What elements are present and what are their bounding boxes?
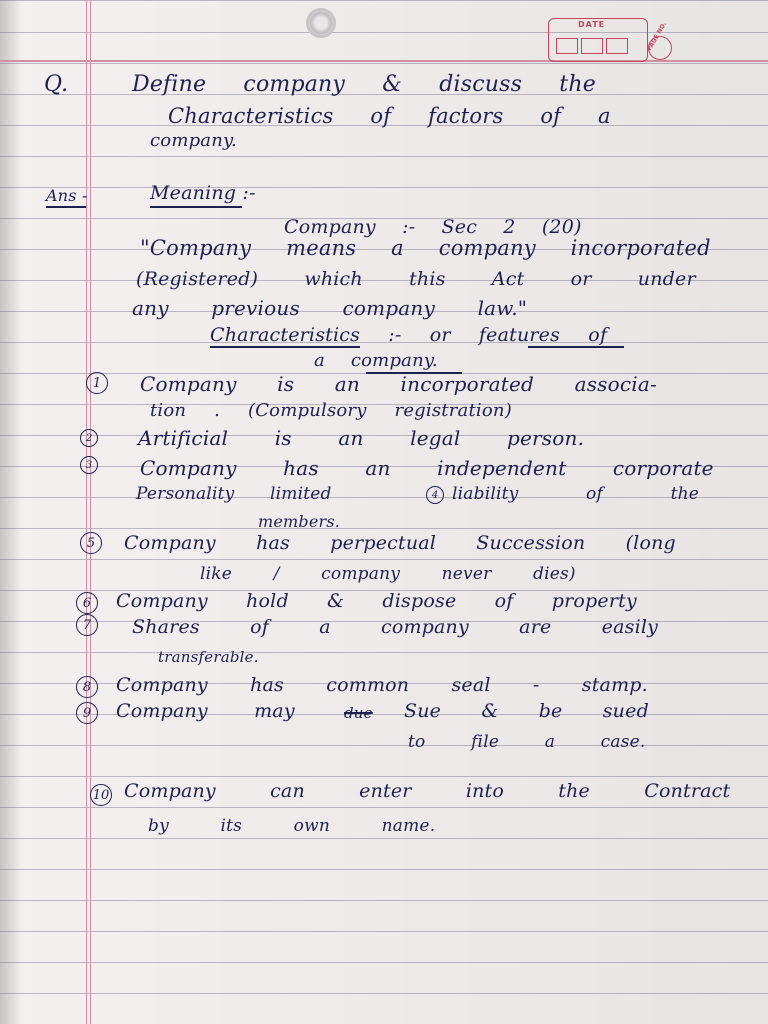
point-10-line-1: Company can enter into the Contract bbox=[124, 780, 731, 802]
meaning-heading: Meaning :- bbox=[150, 182, 256, 204]
point-number-3: 3 bbox=[80, 456, 98, 474]
meaning-underline bbox=[150, 206, 242, 208]
point-number-10: 10 bbox=[90, 784, 112, 806]
features-underline bbox=[528, 346, 624, 348]
page-no-label: PAGE NO. bbox=[645, 20, 668, 53]
characteristics-underline bbox=[210, 346, 360, 348]
point-number-2: 2 bbox=[80, 429, 98, 447]
characteristics-heading-2: a company. bbox=[314, 350, 438, 371]
point-1-line-1: Company is an incorporated associa- bbox=[140, 372, 657, 396]
point-7-line-2: transferable. bbox=[158, 648, 259, 666]
point-3-line-3: liability of the bbox=[452, 484, 700, 504]
question-line-2: Characteristics of factors of a bbox=[168, 104, 611, 128]
point-1-line-2: tion . (Compulsory registration) bbox=[150, 400, 512, 421]
date-boxes bbox=[556, 38, 628, 54]
answer-label: Ans - bbox=[46, 186, 88, 205]
point-9-line-1: Company may bbox=[116, 700, 295, 722]
question-line-1: Define company & discuss the bbox=[132, 72, 596, 97]
question-line-3: company. bbox=[150, 130, 237, 151]
point-2-line-1: Artificial is an legal person. bbox=[138, 426, 585, 450]
page-number-circle bbox=[648, 36, 672, 60]
point-number-9: 9 bbox=[76, 702, 98, 724]
point-3-line-1: Company has an independent corporate bbox=[140, 456, 714, 480]
point-6-line-1: Company hold & dispose of property bbox=[116, 590, 637, 612]
definition-line-3: any previous company law." bbox=[132, 296, 528, 320]
point-number-7: 7 bbox=[76, 614, 98, 636]
point-10-line-2: by its own name. bbox=[148, 816, 436, 836]
binder-ring-icon bbox=[306, 8, 336, 38]
margin-line bbox=[86, 0, 87, 1024]
section-reference: Company :- Sec 2 (20) bbox=[284, 216, 582, 238]
point-3-line-4: members. bbox=[258, 512, 341, 531]
point-8-line-1: Company has common seal - stamp. bbox=[116, 674, 648, 696]
characteristics-heading: Characteristics :- or features of bbox=[210, 324, 608, 346]
date-label: DATE bbox=[578, 20, 606, 29]
question-marker: Q. bbox=[44, 72, 69, 97]
point-number-6: 6 bbox=[76, 592, 98, 614]
point-9-line-2: Sue & be sued bbox=[404, 700, 649, 722]
point-5-line-1: Company has perpectual Succession (long bbox=[124, 532, 676, 554]
page-edge-shadow bbox=[0, 0, 22, 1024]
point-3-line-2: Personality limited bbox=[136, 484, 332, 504]
definition-line-2: (Registered) which this Act or under bbox=[136, 268, 696, 290]
definition-line-1: "Company means a company incorporated bbox=[140, 236, 711, 260]
answer-underline bbox=[46, 206, 86, 208]
point-9-struck-word: due bbox=[344, 704, 373, 722]
point-number-8: 8 bbox=[76, 676, 98, 698]
point-number-1: 1 bbox=[86, 372, 108, 394]
date-box bbox=[606, 38, 628, 54]
point-5-line-2: like / company never dies) bbox=[200, 564, 576, 584]
margin-line-inner bbox=[90, 0, 91, 1024]
point-9-line-3: to file a case. bbox=[408, 732, 646, 752]
point-number-5: 5 bbox=[80, 532, 102, 554]
date-box bbox=[556, 38, 578, 54]
date-stamp bbox=[548, 18, 674, 66]
date-box bbox=[581, 38, 603, 54]
point-7-line-1: Shares of a company are easily bbox=[132, 616, 659, 638]
point-number-4: 4 bbox=[426, 486, 444, 504]
